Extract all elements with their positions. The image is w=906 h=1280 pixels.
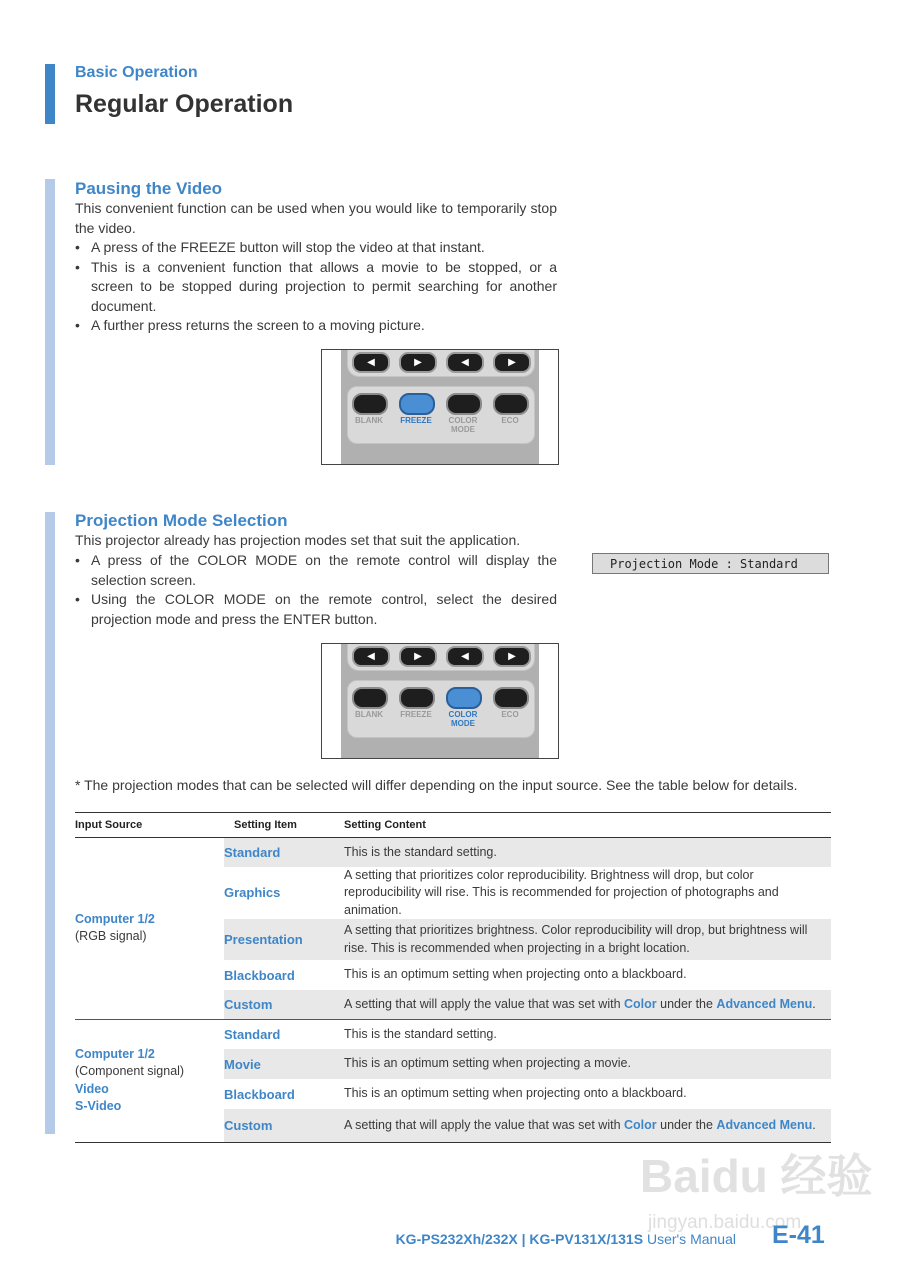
right-arrow-icon: ▶ <box>493 352 531 373</box>
section-label: Basic Operation <box>75 64 198 81</box>
color-mode-label: COLOR MODE <box>448 710 478 728</box>
right-arrow-icon: ▶ <box>399 352 437 373</box>
source-name: Video <box>75 1081 109 1096</box>
color-mode-button <box>446 393 482 415</box>
freeze-label: FREEZE <box>400 710 432 719</box>
section-side-bar <box>45 512 55 1134</box>
setting-content: This is the standard setting. <box>344 838 831 867</box>
left-arrow-icon: ◀ <box>446 352 484 373</box>
source-detail: (Component signal) <box>75 1064 185 1078</box>
setting-content: A setting that will apply the value that was set with Color under the Advanced Menu. <box>344 990 831 1019</box>
eco-label: ECO <box>501 710 519 719</box>
projection-heading: Projection Mode Selection <box>75 511 288 530</box>
setting-item: Movie <box>224 1049 344 1079</box>
color-mode-button <box>446 687 482 709</box>
freeze-label: FREEZE <box>400 416 432 425</box>
blank-label: BLANK <box>355 416 383 425</box>
pausing-intro: This convenient function can be used when you would like to temporarily stop the video. <box>75 200 557 236</box>
projection-bullets <box>75 551 557 629</box>
setting-item: Standard <box>224 1026 281 1042</box>
setting-item: Presentation <box>224 919 344 960</box>
remote-illustration-freeze <box>321 349 559 465</box>
pausing-heading: Pausing the Video <box>75 179 223 198</box>
setting-item: Custom <box>224 990 344 1019</box>
column-header: Setting Content <box>344 813 831 838</box>
header-accent-bar <box>45 64 55 124</box>
list-item: • Using the COLOR MODE on the remote control, select the desired projection mode and press the ENTER button. <box>75 590 557 629</box>
footer-manual: User's Manual <box>646 1231 736 1247</box>
baidu-watermark-url: jingyan.baidu.com <box>648 1212 802 1233</box>
setting-item: Graphics <box>224 885 281 901</box>
projection-intro: This projector already has projection modes set that suit the application. <box>75 532 521 548</box>
setting-item: Blackboard <box>224 1086 295 1102</box>
setting-content: This is an optimum setting when projecting onto a blackboard. <box>344 1086 687 1101</box>
section-side-bar <box>45 179 55 465</box>
setting-content: This is an optimum setting when projecting a movie. <box>344 1049 831 1079</box>
input-source-cell <box>75 838 224 1020</box>
table-row <box>75 838 831 867</box>
source-name: S-Video <box>75 1099 122 1113</box>
setting-content: A setting that prioritizes color reproducibility. Brightness will drop, but color reproducibility will rise. This is recommended for projection of photographs and animation. <box>344 867 779 917</box>
baidu-watermark-logo: Baidu 经验 <box>640 1150 873 1202</box>
pausing-bullets <box>75 238 557 336</box>
column-header: Setting Item <box>224 813 344 838</box>
list-item: • A press of the FREEZE button will stop the video at that instant. <box>75 238 557 258</box>
footer-model: KG-PS232Xh/232X | KG-PV131X/131S User's Manual <box>395 1231 736 1247</box>
source-detail: (RGB signal) <box>75 929 147 944</box>
input-source-cell <box>75 1019 224 1142</box>
page-title: Regular Operation <box>75 90 294 118</box>
right-arrow-icon: ▶ <box>493 646 531 667</box>
blank-label: BLANK <box>355 710 383 719</box>
setting-item: Standard <box>224 838 344 867</box>
color-mode-label: COLOR MODE <box>448 416 478 434</box>
eco-button <box>493 687 529 709</box>
left-arrow-icon: ◀ <box>446 646 484 667</box>
table-row <box>75 1019 831 1049</box>
left-arrow-icon: ◀ <box>352 646 390 667</box>
left-arrow-icon: ◀ <box>352 352 390 373</box>
setting-content: This is an optimum setting when projecting onto a blackboard. <box>344 967 687 982</box>
setting-item: Custom <box>224 1109 344 1142</box>
blank-button <box>352 393 388 415</box>
column-header: Input Source <box>75 813 224 838</box>
setting-content: A setting that prioritizes brightness. Color reproducibility will drop, but brightness will rise. This is recommended when projecting in a bright location. <box>344 919 831 960</box>
projection-mode-table <box>75 812 831 1143</box>
page-number: E-41 <box>772 1221 825 1249</box>
freeze-button <box>399 393 435 415</box>
setting-content: This is the standard setting. <box>344 1026 497 1041</box>
right-arrow-icon: ▶ <box>399 646 437 667</box>
freeze-button <box>399 687 435 709</box>
setting-content: A setting that will apply the value that was set with Color under the Advanced Menu. <box>344 1109 831 1142</box>
remote-illustration-color-mode <box>321 643 559 759</box>
eco-label: ECO <box>501 416 519 425</box>
setting-item: Blackboard <box>224 967 295 983</box>
list-item: • This is a convenient function that allows a movie to be stopped, or a screen to be stopped during projection to permit searching for another document. <box>75 258 557 317</box>
projection-note: * The projection modes that can be selected will differ depending on the input source. See the table below for details. <box>75 777 798 793</box>
source-name: Computer 1/2 <box>75 911 155 926</box>
source-name: Computer 1/2 <box>75 1046 155 1061</box>
list-item: • A further press returns the screen to a moving picture. <box>75 316 557 336</box>
table-header-row <box>75 813 831 838</box>
list-item: • A press of the COLOR MODE on the remote control will display the selection screen. <box>75 551 557 590</box>
osd-projection-mode: Projection Mode : Standard <box>592 553 829 574</box>
blank-button <box>352 687 388 709</box>
eco-button <box>493 393 529 415</box>
